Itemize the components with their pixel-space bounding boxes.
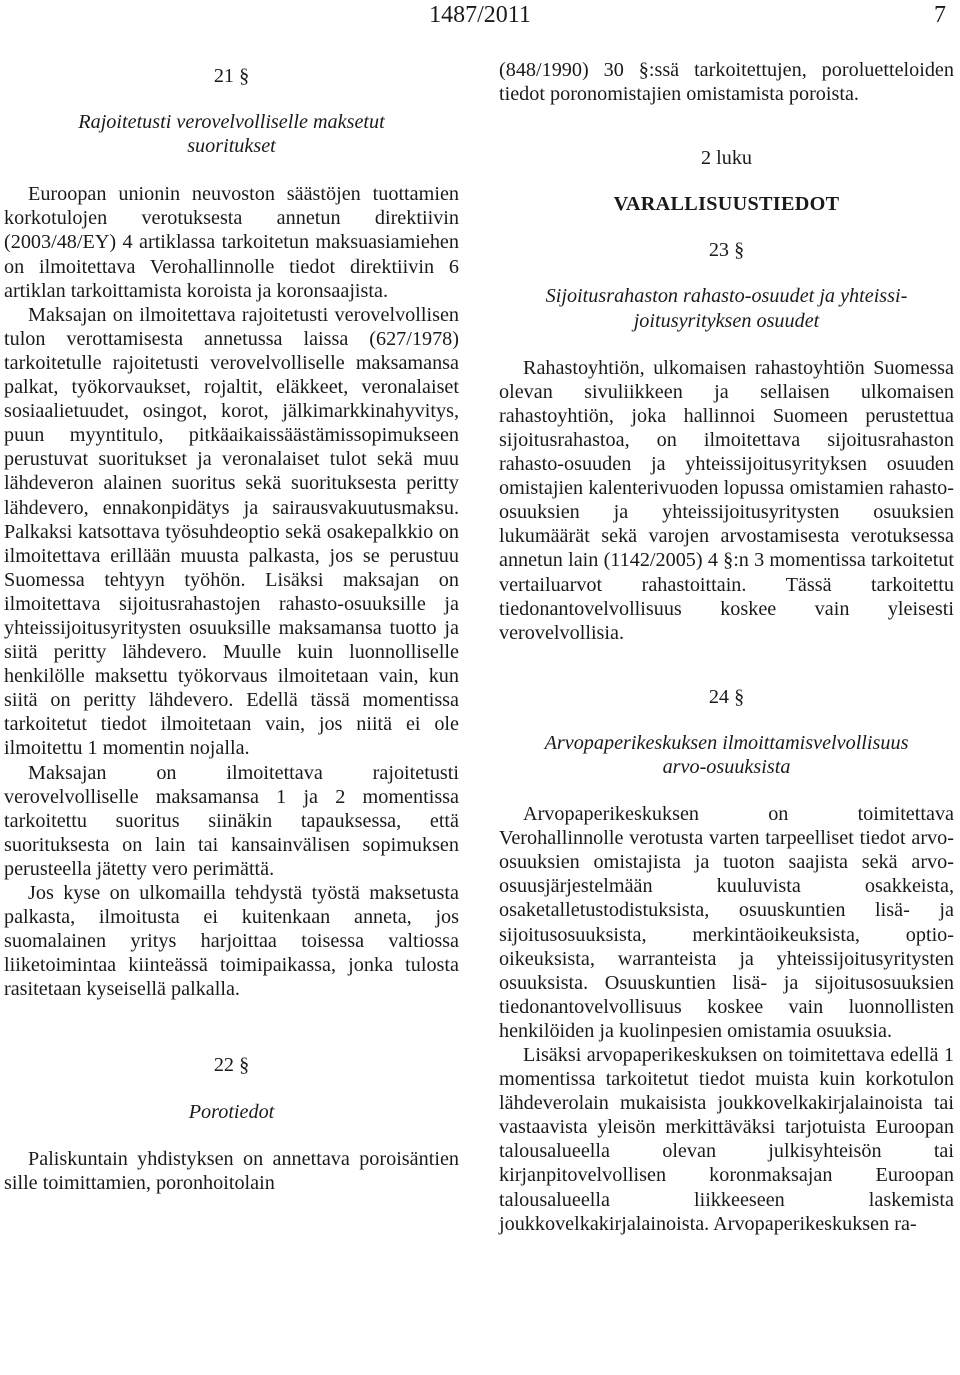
section-23-paragraph-1: Rahastoyhtiön, ulkomaisen rahastoyhtiön Suomessa olevan sivuliikkeen ja sellaisen ulkomaisen rahastoyhtiön, joka hallinnoi Suomeen perustettua sijoitusrahastoa, on ilmoitettava sijoitusrahaston rahasto-osuuden ja yhteissijoitusyrityksen osuuden omistajien kalenterivuoden lopussa omistamien rahasto-osuuksien ja yhteissijoitusyritysten osuuksien lukumäärät sekä varojen arvostamisesta verotuksessa annetun lain (1142/2005) 4 §:n 3 momentissa tarkoitetut vertailuarvot rahastoittain. Tässä tarkoitettu tiedonantovelvollisuus koskee vain yleisesti verovelvollisia. <box>499 356 954 644</box>
section-24-paragraph-2: Lisäksi arvopaperikeskuksen on toimitettava edellä 1 momentissa tarkoitetut tiedot muista kuin korkotulon lähdeverolain mukaisista joukkovelkakirjalainoista tai vastaavista yleisön merkittäväksi tarjotuista Euroopan talousalueella olevan julkisyhteisön tai kirjanpitovelvollisen koronmaksajan Euroopan talousalueella liikkeeseen laskemista joukkovelkakirjalainoista. Arvopaperikeskuksen ra- <box>499 1044 954 1235</box>
section-22-paragraph-1-continued: (848/1990) 30 §:ssä tarkoitettujen, poroluetteloiden tiedot poronomistajien omistamista poroista. <box>499 59 954 106</box>
section-21-paragraph-2: Maksajan on ilmoitettava rajoitetusti verovelvollisen tulon verottamisesta annetussa laissa (627/1978) tarkoitetulle rajoitetusti verovelvolliselle maksamansa palkat, työkorvaukset, rojaltit, eläkkeet, veronalaiset sosiaalietuudet, osingot, korot, jälkimarkkinahyvitys, puun myyntitulo, pitkäaikaissäästämissopimukseen perustuvat suoritukset ja veronalaiset tulot sekä muu lähdeveron alainen suoritus sekä suorituksesta peritty lähdevero, ennakonpidätys ja sairausvakuutusmaksu. Palkaksi katsottava työsuhdeoptio sekä osakepalkkio on ilmoitettava erillään muusta palkasta, jos se perustuu Suomessa tehtyyn työhön. Lisäksi maksajan on ilmoitettava sijoitusrahastojen rahasto-osuuksille ja yhteissijoitusyritysten osuuksille maksamansa tuotto ja siitä peritty lähdevero. Muulle kuin luonnolliselle henkilölle maksettu työkorvaus ilmoitetaan vain, kun siitä on peritty lähdevero. Edellä tässä momentissa tarkoitetut tiedot ilmoitetaan vain, jos niitä ei ole ilmoitettu 1 momentin nojalla. <box>4 303 459 760</box>
document-number: 1487/2011 <box>429 2 531 28</box>
section-23-title-line-1: Sijoitusrahaston rahasto-osuudet ja yhteissi- <box>545 285 908 308</box>
section-24-paragraph-1: Arvopaperikeskuksen on toimitettava Verohallinnolle verotusta varten tarpeelliset tiedot arvo-osuuksien omistajista ja tuoton saajista sekä arvo-osuusjärjestelmään kuuluvista osakkeista, osaketalletustodistuksista, osuuskuntien lisä- ja sijoitusosuuksista, merkintäoikeuksista, optio-oikeuksista, warranteista ja yhteissijoitusyritysten osuuksista. Osuuskuntien lisä- ja sijoitusosuuksien tiedonantovelvollisuus koskee vain luonnollisten henkilöiden ja kuolinpesien omistamia osuuksia. <box>499 803 954 1042</box>
section-21-title-line-1: Rajoitetusti verovelvolliselle maksetut <box>78 111 385 134</box>
section-21-paragraph-1: Euroopan unionin neuvoston säästöjen tuottamien korkotulojen verotuksesta annetun direktiivin (2003/48/EY) 4 artiklassa tarkoitetun maksuasiamiehen on ilmoitettava Verohallinnolle tiedot direktiivin 6 artiklan tarkoittamista koroista ja koronsaajista. <box>4 183 459 302</box>
left-column <box>4 58 459 1195</box>
page-header <box>0 0 960 30</box>
section-23-title-line-2: joitusyrityksen osuudet <box>633 309 820 332</box>
chapter-2-title: VARALLISUUSTIEDOT <box>613 193 840 216</box>
section-24-title-line-1: Arvopaperikeskuksen ilmoittamisvelvollisuus <box>544 731 909 754</box>
section-22-title: Porotiedot <box>188 1100 275 1123</box>
section-21-paragraph-4: Jos kyse on ulkomailla tehdystä työstä maksetusta palkasta, ilmoitusta ei kuitenkaan anneta, jos suomalainen yritys harjoittaa toisessa valtiossa liiketoimintaa kiinteässä toimipaikassa, jonka tulosta rasitetaan kyseisellä palkalla. <box>4 882 459 1001</box>
section-21-title-line-2: suoritukset <box>187 135 276 158</box>
section-22-number: 22 § <box>213 1054 250 1077</box>
section-23-number: 23 § <box>708 239 745 262</box>
right-column <box>499 58 954 1236</box>
section-24-title-line-2: arvo-osuuksista <box>662 755 791 778</box>
section-22-paragraph-1: Paliskuntain yhdistyksen on annettava poroisäntien sille toimittamien, poronhoitolain <box>4 1147 459 1194</box>
section-21-number: 21 § <box>213 65 250 87</box>
section-21-paragraph-3: Maksajan on ilmoitettava rajoitetusti verovelvolliselle maksamansa 1 ja 2 momentissa tarkoitettu suoritus siinäkin tapauksessa, että suorituksesta on lain tai kansainvälisen sopimuksen perusteella jätetty vero perimättä. <box>4 761 459 880</box>
page-number: 7 <box>934 2 946 28</box>
chapter-2-number: 2 luku <box>700 147 753 170</box>
section-24-number: 24 § <box>708 685 745 708</box>
